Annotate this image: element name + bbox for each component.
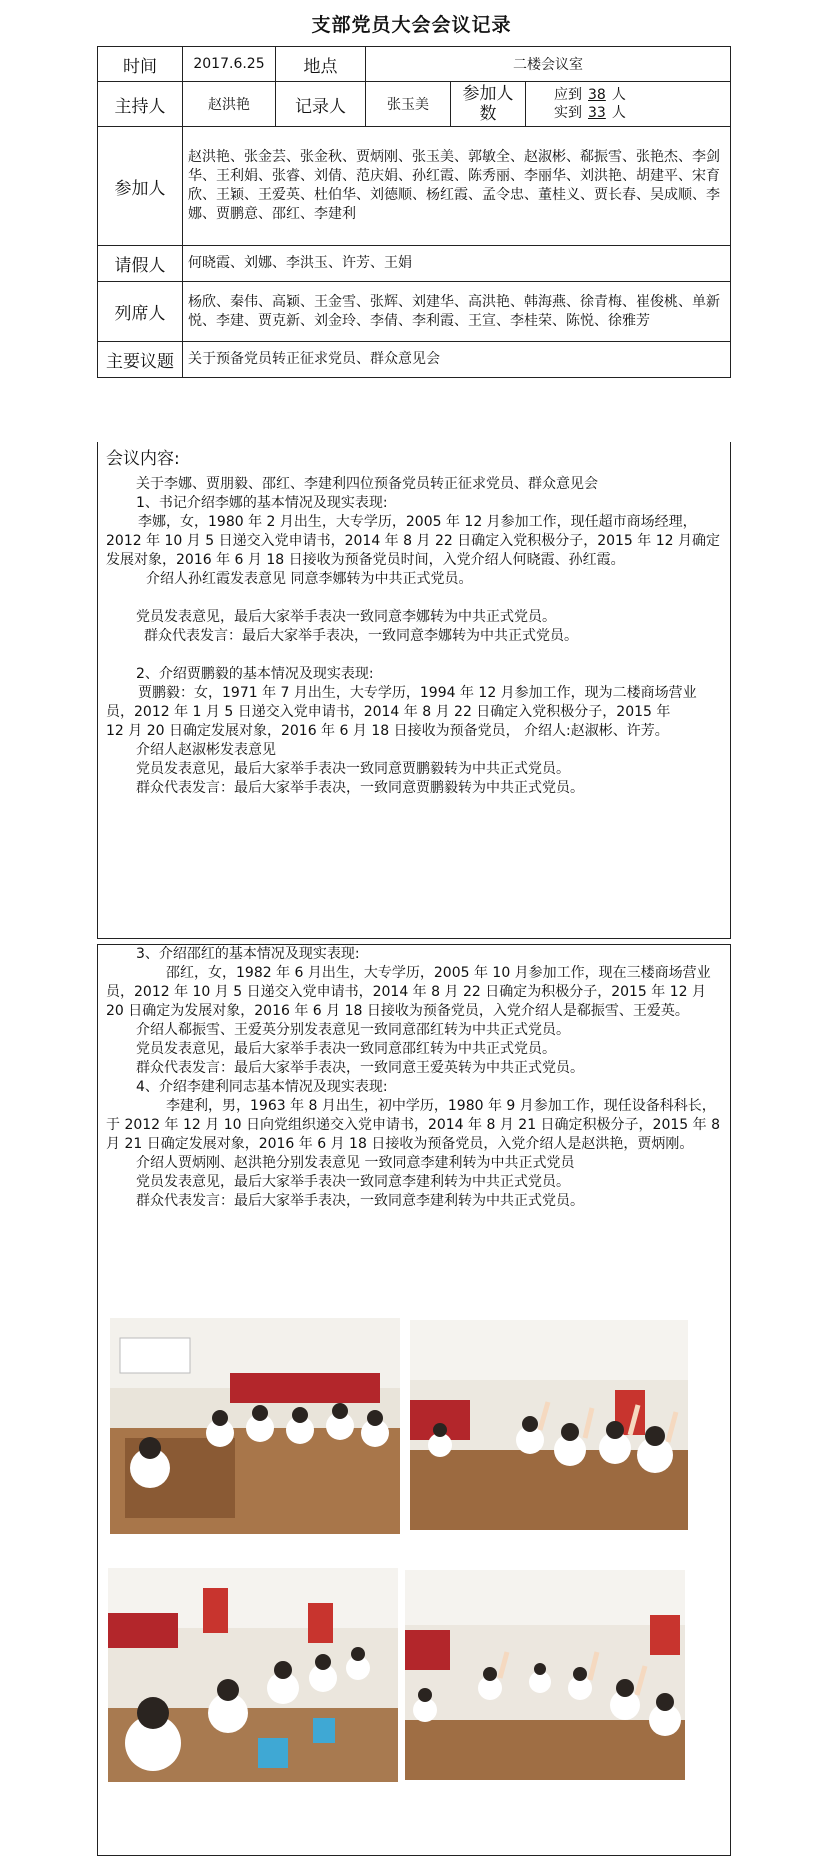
item-3-detail: 邵红，女，1982 年 6 月出生，大专学历，2005 年 10 月参加工作，现在三楼商场营业员，2012 年 10 月 5 日递交入党申请书，2014 年 8 月 22 日确定为积极分子，2015 年 12 月 20 日确定为发展对象，2016 年 6 月 18 日接收为预备党员，入党介绍人是郗振雪、王爱英。	[106, 965, 711, 1019]
meeting-photo-2	[410, 1320, 688, 1530]
recorder-label: 记录人	[276, 82, 366, 127]
actual-count: 33	[588, 105, 606, 121]
item-2-heading: 2、介绍贾鹏毅的基本情况及现实表现:	[136, 666, 374, 682]
item-3-party-vote: 党员发表意见，最后大家举手表决一致同意邵红转为中共正式党员。	[136, 1041, 556, 1057]
host-value: 赵洪艳	[183, 82, 276, 127]
item-2-detail: 贾鹏毅：女，1971 年 7 月出生，大专学历，1994 年 12 月参加工作，现为二楼商场营业员，2012 年 1 月 5 日递交入党申请书，2014 年 8 月 22 日确定入党积极分子，2015 年	[106, 685, 697, 720]
item-1-heading: 1、书记介绍李娜的基本情况及现实表现:	[136, 495, 388, 511]
observers-list: 杨欣、秦伟、高颖、王金雪、张辉、刘建华、高洪艳、韩海燕、徐青梅、崔俊桃、单新悦、李建、贾克新、刘金玲、李倩、李利霞、王宣、李桂荣、陈悦、徐雅芳	[183, 282, 731, 342]
attendees-list: 赵洪艳、张金芸、张金秋、贾炳刚、张玉美、郭敏全、赵淑彬、郗振雪、张艳杰、李剑华、王利娟、张睿、刘倩、范庆娟、孙红霞、陈秀丽、李丽华、刘洪艳、胡建平、宋育欣、王颖、王爱英、杜伯华、刘德顺、杨红霞、孟令忠、董桂义、贾长春、吴成顺、李娜、贾鹏意、邵红、李建利	[183, 127, 731, 246]
meeting-info-table	[97, 46, 731, 378]
item-4-detail: 李建利，男，1963 年 8 月出生，初中学历，1980 年 9 月参加工作，现任设备科科长，于 2012 年 12 月 10 日向党组织递交入党申请书，2014 年 8 月 21 日确定积极分子，2015 年 8 月 21 日确定发展对象，2016 年 6 月 18 日接收为预备党员，入党介绍人是赵洪艳，贾炳刚。	[106, 1098, 720, 1152]
unit-2: 人	[611, 105, 626, 121]
leave-label: 请假人	[98, 246, 183, 282]
page-title: 支部党员大会会议记录	[311, 14, 512, 36]
item-1-detail: 李娜，女，1980 年 2 月出生，大专学历，2005 年 12 月参加工作，现任超市商场经理，2012 年 10 月 5 日递交入党申请书，2014 年 8 月 22 日确定入党积极分子，2015 年 12 月确定发展对象，2016 年 6 月 18 日接收为预备党员时间，入党介绍人何晓霞、孙红霞。	[106, 514, 720, 568]
item-2-party-vote: 党员发表意见，最后大家举手表决一致同意贾鹏毅转为中共正式党员。	[136, 761, 570, 777]
observers-label: 列席人	[98, 282, 183, 342]
meeting-photo-4-image	[405, 1570, 685, 1780]
content-intro: 关于李娜、贾朋毅、邵红、李建利四位预备党员转正征求党员、群众意见会	[136, 476, 598, 492]
place-value: 二楼会议室	[366, 47, 731, 82]
item-2-introducer-opinion: 介绍人赵淑彬发表意见	[136, 742, 276, 758]
content-heading: 会议内容:	[106, 449, 180, 469]
meeting-photo-1	[110, 1318, 400, 1534]
attend-count-label-text: 参加人数	[462, 84, 514, 124]
host-label: 主持人	[98, 82, 183, 127]
item-1-party-vote: 党员发表意见，最后大家举手表决一致同意李娜转为中共正式党员。	[136, 609, 556, 625]
item-3-public-vote: 群众代表发言：最后大家举手表决，一致同意王爱英转为中共正式党员。	[136, 1060, 584, 1076]
item-1-introducer-opinion: 介绍人孙红霞发表意见 同意李娜转为中共正式党员。	[146, 571, 473, 587]
meeting-photo-1-image	[110, 1318, 400, 1534]
attend-count-label	[451, 82, 526, 127]
attendees-label: 参加人	[98, 127, 183, 246]
item-4-party-vote: 党员发表意见，最后大家举手表决一致同意李建利转为中共正式党员。	[136, 1174, 570, 1190]
item-2-detail-cont: 12 月 20 日确定发展对象，2016 年 6 月 18 日接收为预备党员， 介绍人:赵淑彬、许芳。	[106, 723, 669, 739]
item-4-heading: 4、介绍李建利同志基本情况及现实表现:	[136, 1079, 388, 1095]
topic-label: 主要议题	[98, 342, 183, 378]
meeting-content-section-1	[97, 442, 731, 939]
time-label: 时间	[98, 47, 183, 82]
item-4-public-vote: 群众代表发言：最后大家举手表决，一致同意李建利转为中共正式党员。	[136, 1193, 584, 1209]
item-2-public-vote: 群众代表发言：最后大家举手表决，一致同意贾鹏毅转为中共正式党员。	[136, 780, 584, 796]
recorder-value: 张玉美	[366, 82, 451, 127]
place-label: 地点	[276, 47, 366, 82]
meeting-photo-4	[405, 1570, 685, 1780]
actual-prefix: 实到	[554, 105, 582, 121]
item-3-heading: 3、介绍邵红的基本情况及现实表现:	[136, 946, 360, 962]
meeting-photo-3	[108, 1568, 398, 1782]
should-prefix: 应到	[554, 87, 582, 103]
leave-list: 何晓霞、刘娜、李洪玉、许芳、王娟	[183, 246, 731, 282]
attend-count-value	[526, 82, 731, 127]
meeting-photo-3-image	[108, 1568, 398, 1782]
time-value: 2017.6.25	[183, 47, 276, 82]
should-count: 38	[588, 87, 606, 103]
topic-value: 关于预备党员转正征求党员、群众意见会	[183, 342, 731, 378]
meeting-photo-2-image	[410, 1320, 688, 1530]
item-1-public-vote: 群众代表发言：最后大家举手表决，一致同意李娜转为中共正式党员。	[144, 628, 578, 644]
unit-1: 人	[611, 87, 626, 103]
item-3-introducer-opinion: 介绍人郗振雪、王爱英分别发表意见一致同意邵红转为中共正式党员。	[136, 1022, 570, 1038]
item-4-introducer-opinion: 介绍人贾炳刚、赵洪艳分别发表意见 一致同意李建利转为中共正式党员	[136, 1155, 575, 1171]
